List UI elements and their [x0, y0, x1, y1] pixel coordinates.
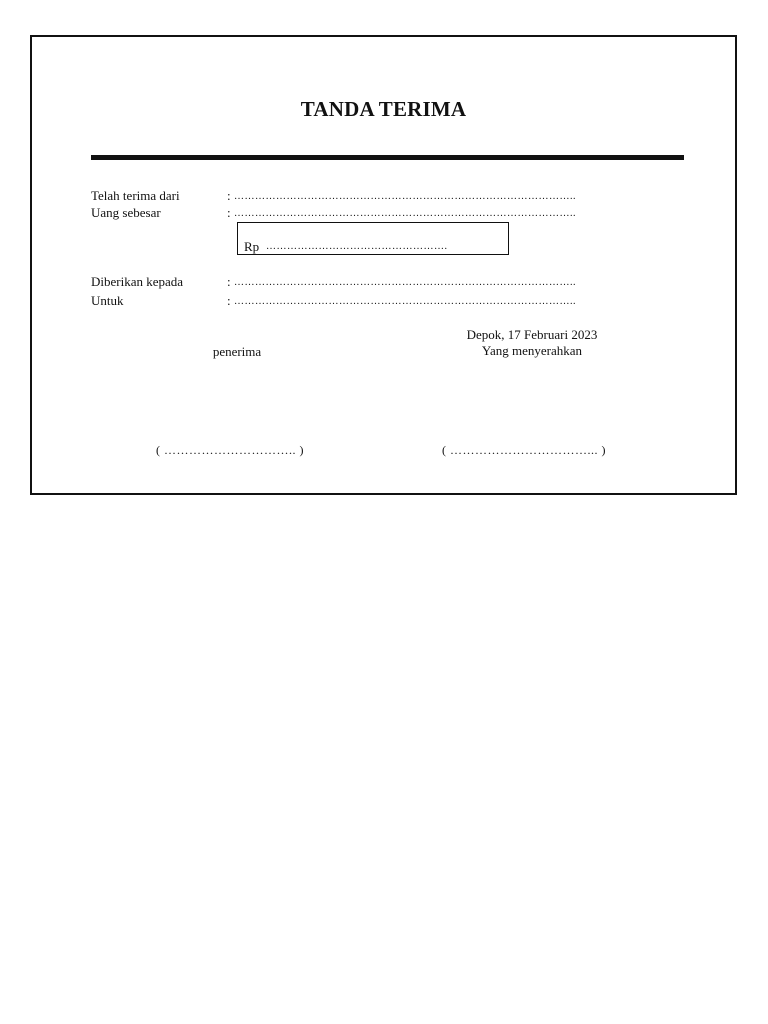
- field-dots-amount: ……………………………………………………………………………………..: [234, 208, 576, 219]
- field-dots-purpose: ……………………………………………………………………………………..: [234, 296, 576, 307]
- place-date: Depok, 17 Februari 2023: [466, 327, 598, 342]
- field-label-purpose: Untuk: [91, 293, 124, 308]
- field-colon: :: [227, 274, 231, 289]
- field-label-given-to: Diberikan kepada: [91, 274, 184, 289]
- field-colon: :: [227, 205, 231, 220]
- receiver-label: penerima: [212, 344, 262, 359]
- giver-label: Yang menyerahkan: [481, 343, 583, 358]
- receipt-form: [30, 35, 737, 495]
- giver-signature-line: ( ……………………………... ): [442, 443, 606, 457]
- amount-box: [237, 222, 509, 255]
- title-underline: [91, 155, 684, 160]
- field-label-amount: Uang sebesar: [91, 205, 161, 220]
- field-dots-given-to: ……………………………………………………………………………………..: [234, 277, 576, 288]
- field-dots-received-from: ……………………………………………………………………………………..: [234, 191, 576, 202]
- amount-box-dots: …………………………………………….: [266, 241, 448, 252]
- document-title: TANDA TERIMA: [300, 97, 467, 121]
- field-colon: :: [227, 188, 231, 203]
- field-colon: :: [227, 293, 231, 308]
- field-label-received-from: Telah terima dari: [91, 188, 180, 203]
- receiver-signature-line: ( ………………………….. ): [156, 443, 304, 457]
- currency-prefix: Rp: [244, 239, 260, 254]
